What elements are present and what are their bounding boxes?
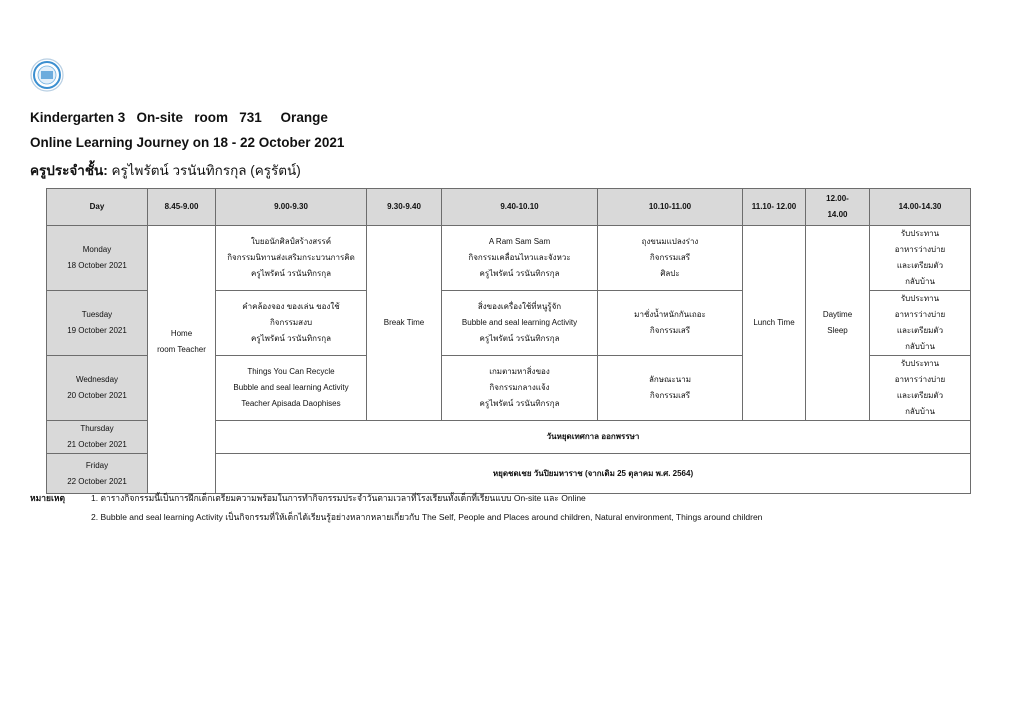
class-title: Kindergarten 3 On-site room 731 Orange <box>30 110 328 125</box>
activity-cell: ลักษณะนาม กิจกรรมเสรี <box>598 356 743 421</box>
school-logo-icon <box>30 58 64 92</box>
day-cell: Friday 22 October 2021 <box>47 454 148 494</box>
teacher-label: ครูประจำชั้น: <box>30 163 108 178</box>
dismissal-cell: รับประทาน อาหารว่างบ่าย และเตรียมตัว กลับบ้าน <box>870 291 971 356</box>
homeroom-teacher <box>30 159 301 181</box>
day-cell: Tuesday 19 October 2021 <box>47 291 148 356</box>
note-item: 2. Bubble and seal learning Activity เป็นกิจกรรมที่ให้เด็กได้เรียนรู้อย่างหลากหลายเกี่ยวกับ The Self, People and Places around children, Natural environment, Things around children <box>91 512 763 522</box>
activity-cell: Things You Can Recycle Bubble and seal learning Activity Teacher Apisada Daophises <box>216 356 367 421</box>
lunch-time-cell: Lunch Time <box>743 226 806 421</box>
header-slot: 9.40-10.10 <box>442 189 598 226</box>
table-row-monday <box>47 226 971 291</box>
header-slot: 10.10-11.00 <box>598 189 743 226</box>
holiday-note: วันหยุดเทศกาล ออกพรรษา <box>216 421 971 454</box>
header-slot: 9.30-9.40 <box>367 189 442 226</box>
header-slot-12-14: 12.00- 14.00 <box>806 189 870 226</box>
dismissal-cell: รับประทาน อาหารว่างบ่าย และเตรียมตัว กลับบ้าน <box>870 356 971 421</box>
activity-cell: เกมตามหาสิ่งของ กิจกรรมกลางแจ้ง ครูไพรัตน์ วรนันทิกรกุล <box>442 356 598 421</box>
activity-cell: มาชั่งน้ำหนักกันเถอะ กิจกรรมเสรี <box>598 291 743 356</box>
header-day: Day <box>47 189 148 226</box>
activity-cell: ใบยอนักศิลป์สร้างสรรค์ กิจกรรมนิทานส่งเสริมกระบวนการคิด ครูไพรัตน์ วรนันทิกรกุล <box>216 226 367 291</box>
journey-title: Online Learning Journey on 18 - 22 October 2021 <box>30 135 345 150</box>
header-slot: 8.45-9.00 <box>148 189 216 226</box>
header-slot: 11.10- 12.00 <box>743 189 806 226</box>
home-room-cell: Home room Teacher <box>148 226 216 494</box>
header-row <box>47 189 971 226</box>
daytime-sleep-cell: Daytime Sleep <box>806 226 870 421</box>
activity-cell: A Ram Sam Sam กิจกรรมเคลื่อนไหวและจังหวะ ครูไพรัตน์ วรนันทิกรกุล <box>442 226 598 291</box>
activity-cell: คำคล้องจอง ของเล่น ของใช้ กิจกรรมสงบ ครูไพรัตน์ วรนันทิกรกุล <box>216 291 367 356</box>
notes-label: หมายเหตุ <box>30 493 65 503</box>
holiday-note: หยุดชดเชย วันปิยมหาราช (จากเดิม 25 ตุลาคม พ.ศ. 2564) <box>216 454 971 494</box>
schedule-table <box>46 188 971 494</box>
activity-cell: สิ่งของเครื่องใช้ที่หนูรู้จัก Bubble and seal learning Activity ครูไพรัตน์ วรนันทิกรกุล <box>442 291 598 356</box>
activity-cell: ถุงขนมแปลงร่าง กิจกรรมเสรี ศิลปะ <box>598 226 743 291</box>
day-cell: Wednesday 20 October 2021 <box>47 356 148 421</box>
note-item: 1. ตารางกิจกรรมนี้เป็นการฝึกเด็กเตรียมความพร้อมในการทำกิจกรรมประจำวันตามเวลาที่โรงเรียนทั้งเด็กที่เรียนแบบ On-site และ Online <box>91 493 586 503</box>
day-cell: Thursday 21 October 2021 <box>47 421 148 454</box>
header-slot: 9.00-9.30 <box>216 189 367 226</box>
header-slot: 14.00-14.30 <box>870 189 971 226</box>
break-time-cell: Break Time <box>367 226 442 421</box>
dismissal-cell: รับประทาน อาหารว่างบ่าย และเตรียมตัว กลับบ้าน <box>870 226 971 291</box>
teacher-name: ครูไพรัตน์ วรนันทิกรกุล (ครูรัตน์) <box>107 163 301 178</box>
day-cell: Monday 18 October 2021 <box>47 226 148 291</box>
